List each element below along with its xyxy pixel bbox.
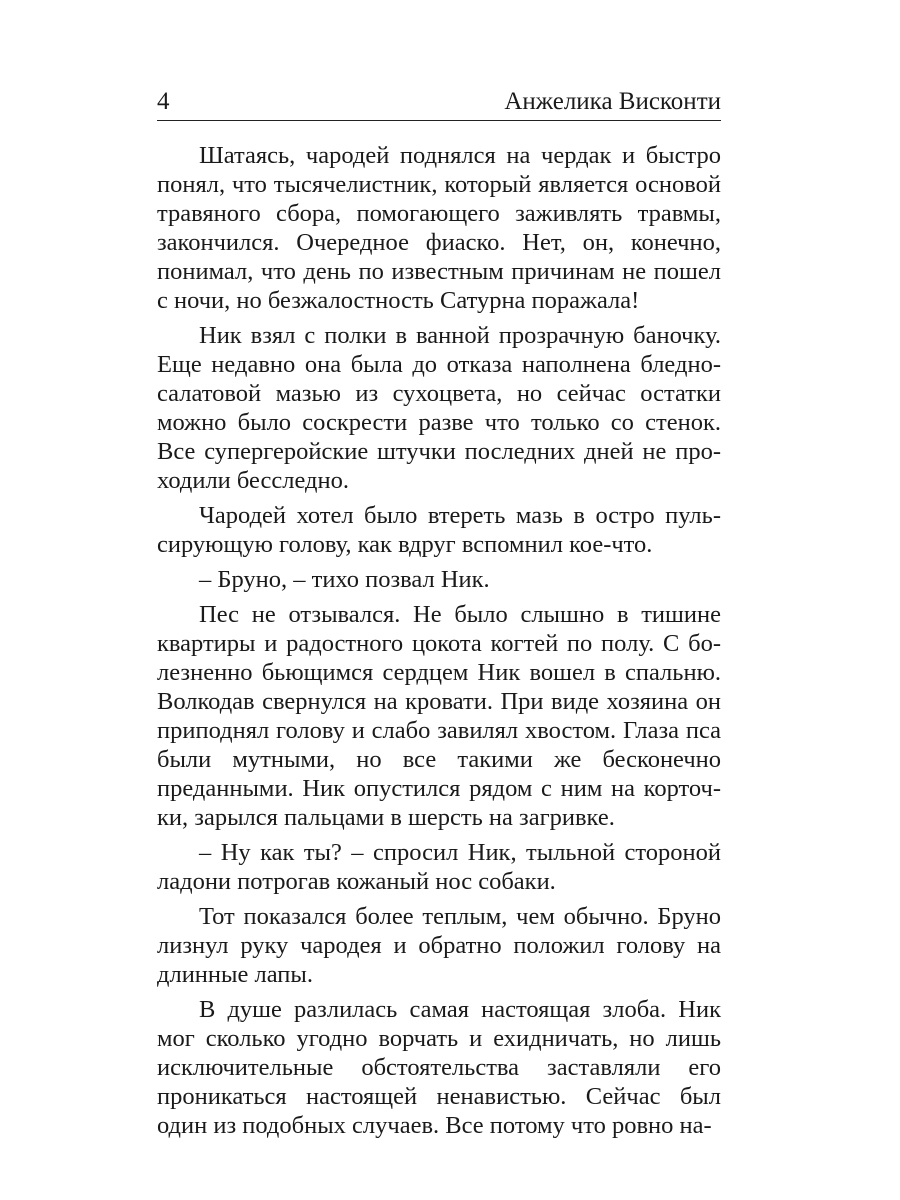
running-header [157,84,721,121]
paragraph: Ник взял с полки в ванной прозрачную баночку. Еще недавно она была до отказа наполнена бледносалатовой мазью из сухоцвета, но сейчас остатки можно было соскрести разве что только со стенок. Все супергеройские штучки последних дней не проходили бесследно. [157,322,721,494]
book-page [157,84,721,1140]
paragraph: Тот показался более теплым, чем обычно. Бруно лизнул руку чародея и обратно положил голову на длинные лапы. [157,903,721,988]
dialogue-line: – Ну как ты? – спросил Ник, тыльной стороной ладони потрогав кожаный нос собаки. [157,839,721,895]
paragraph: Шатаясь, чародей поднялся на чердак и быстро понял, что тысячелистник, который является основой травяного сбора, помогающего заживлять травмы, закончился. Очередное фиаско. Нет, он, конечно, понимал, что день по известным причинам не пошел с ночи, но безжалостность Сатурна поражала! [157,142,721,314]
author-name: Анжелика Висконти [504,88,721,115]
paragraph: Пес не отзывался. Не было слышно в тишине квартиры и радостного цокота когтей по полу. С болезненно бьющимся сердцем Ник вошел в спальню. Волкодав свернулся на кровати. При виде хозяина он приподнял голову и слабо завилял хвостом. Глаза пса были мутными, но все такими же бесконечно преданными. Ник опустился рядом с ним на корточки, зарылся пальцами в шерсть на загривке. [157,601,721,831]
paragraph: Чародей хотел было втереть мазь в остро пульсирующую голову, как вдруг вспомнил кое-что. [157,502,721,558]
page-number: 4 [157,88,170,115]
body-text [157,141,721,1140]
dialogue-line: – Бруно, – тихо позвал Ник. [199,566,490,593]
paragraph: В душе разлилась самая настоящая злоба. Ник мог сколько угодно ворчать и ехидничать, но лишь исключительные обстоятельства заставляли его проникаться настоящей ненавистью. Сейчас был один из подобных случаев. Все потому что ровно на- [157,996,721,1139]
